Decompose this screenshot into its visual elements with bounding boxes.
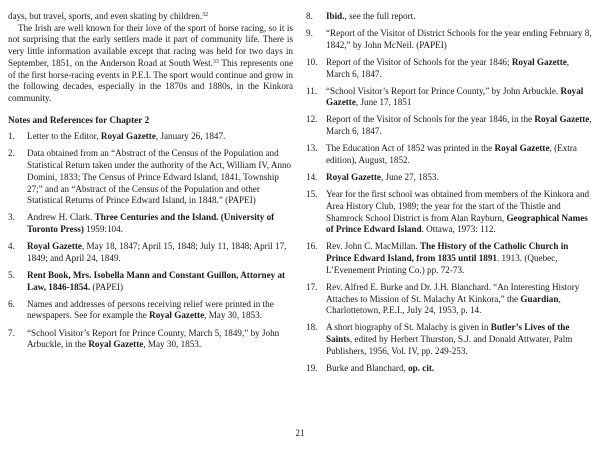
note-title-bold: Rent Book, Mrs. Isobella Mann and Constant Guillon, Attorney at Law, 1846-1854.	[27, 269, 286, 292]
note-title-bold: The History of the Catholic Church in Prince Edward Island, from 1835 until 1891	[326, 241, 569, 264]
note-text-run: Rev. John C. MacMillan.	[326, 241, 420, 252]
note-number: 17.	[306, 281, 318, 292]
note-text	[326, 57, 569, 79]
note-text-run: , June 27, 1853.	[380, 172, 439, 183]
note-text	[27, 212, 274, 234]
notes-heading: Notes and References for Chapter 2	[8, 115, 150, 126]
note-text-run: . 1913. (Quebec, L’Evenement Printing Co.) pp. 72-73.	[326, 253, 558, 275]
note-item	[306, 282, 593, 317]
note-number: 4.	[8, 241, 15, 252]
note-text	[326, 241, 568, 274]
note-title-bold: Royal Gazette	[511, 56, 567, 67]
note-text-run: , March 6, 1847.	[326, 56, 570, 79]
note-number: 5.	[8, 269, 15, 280]
note-item	[8, 212, 293, 235]
note-text	[27, 270, 285, 292]
note-text-run: The Education Act of 1852 was printed in the	[326, 143, 495, 154]
note-item	[306, 172, 593, 184]
footnote-marker-33: 33	[212, 58, 219, 65]
note-title-bold: Royal Gazette	[27, 241, 82, 252]
note-text	[326, 11, 415, 21]
note-text	[326, 28, 592, 50]
note-item	[306, 57, 593, 80]
note-text-run: Data obtained from an “Abstract of the Census of the Population and Statistical Return taken under the authority of the Act, William IV, Anno Domini, 1833; The Census of Prince Edward Island, 1841, Township 27;” and an “Abstract of the Census of the Population and other Statistical Returns of Prince Edward Island, in 1848.” (PAPEI)	[27, 148, 292, 206]
note-item	[306, 143, 593, 166]
note-text-run: Report of the Visitor of Schools for the year 1846, in the	[326, 114, 535, 125]
note-title-bold: op. cit.	[408, 362, 435, 373]
note-item	[306, 86, 593, 109]
note-item	[306, 363, 593, 375]
note-text-run: “School Visitor’s Report for Prince County, March 5, 1849,” by John Arbuckle, in the	[27, 327, 280, 350]
note-number: 18.	[306, 322, 318, 333]
note-item	[306, 114, 593, 137]
note-title-bold: Geographical Names of Prince Edward Island	[326, 212, 588, 235]
note-number: 9.	[306, 28, 313, 39]
note-number: 3.	[8, 212, 15, 223]
note-title-bold: Royal Gazette	[88, 339, 144, 350]
note-text-run: , Charlottetown, P.E.I., July 24, 1953, p. 14.	[326, 293, 561, 316]
note-text-run: . Ottawa, 1973: 112.	[421, 224, 496, 235]
notes-list-left	[8, 131, 293, 351]
note-number: 12.	[306, 114, 318, 125]
note-title-bold: Guardian	[520, 293, 559, 304]
note-text	[27, 299, 274, 321]
note-title-bold: Royal Gazette	[149, 310, 205, 321]
note-text-run: , January 26, 1847.	[155, 131, 226, 142]
note-number: 13.	[306, 143, 318, 154]
note-number: 6.	[8, 298, 15, 309]
note-text	[326, 363, 434, 373]
notes-list-right	[306, 11, 593, 375]
note-number: 19.	[306, 362, 318, 373]
note-text	[27, 131, 225, 141]
intro-p1-text: days, but travel, sports, and even skating by children.	[8, 11, 203, 21]
note-item	[8, 328, 293, 351]
note-text-run: , May 30, 1853.	[204, 310, 262, 321]
note-title-bold: Royal Gazette	[534, 114, 590, 125]
note-text-run: 1959:104.	[83, 224, 123, 235]
note-number: 2.	[8, 148, 15, 159]
note-text-run: , June 17, 1851	[355, 97, 412, 108]
note-item	[8, 131, 293, 143]
note-number: 8.	[306, 11, 313, 21]
note-number: 1.	[8, 131, 15, 142]
note-item	[8, 148, 293, 207]
note-text-run: “School Visitor’s Report for Prince County,” by John Arbuckle.	[326, 85, 561, 96]
note-title-bold: Royal Gazette	[326, 172, 381, 183]
note-item	[306, 11, 593, 23]
note-text-run: , see the full report.	[344, 11, 416, 21]
note-text-run: Report of the Visitor of Schools for the year 1846;	[326, 56, 512, 67]
note-text	[326, 143, 577, 165]
left-column	[8, 11, 293, 356]
note-text	[27, 328, 279, 350]
note-text	[326, 172, 439, 182]
note-title-bold: Royal Gazette	[494, 143, 550, 154]
footnote-marker-32: 32	[202, 12, 209, 18]
note-text	[326, 189, 589, 234]
note-number: 10.	[306, 56, 318, 67]
note-text-run: Rev. Alfred E. Burke and Dr. J.H. Blanchard. “An Interesting History Attaches to Mission of St. Malachy At Kinkora,” the	[326, 281, 580, 304]
note-text	[326, 114, 592, 136]
note-title-bold: Royal Gazette	[326, 85, 584, 108]
note-title-bold: Royal Gazette	[100, 131, 156, 142]
note-title-bold: Butler’s Lives of the Saints	[326, 322, 570, 345]
note-title-bold: Ibid.	[326, 11, 345, 21]
note-item	[306, 241, 593, 276]
note-text	[326, 322, 572, 355]
note-text-run: , edited by Herbert Thurston, S.J. and Donald Attwater, Palm Publishers, 1956, Vol. IV, pp. 249-253.	[326, 334, 573, 356]
note-text	[27, 148, 291, 205]
note-item	[8, 299, 293, 322]
note-number: 14.	[306, 172, 318, 183]
note-text-run: Names and addresses of persons receiving relief were printed in the newspapers. See for example the	[27, 298, 274, 321]
intro-paragraph-1	[8, 11, 293, 23]
note-item	[306, 28, 593, 51]
note-number: 7.	[8, 327, 15, 338]
intro-paragraph-2	[8, 23, 293, 105]
note-text-run: Andrew H. Clark.	[27, 212, 95, 223]
note-text-run: “Report of the Visitor of District Schools for the year ending February 8, 1842,” by John McNeil. (PAPEI)	[326, 28, 592, 50]
note-item	[306, 189, 593, 236]
note-text-run: Burke and Blanchard,	[326, 362, 409, 373]
note-text	[27, 241, 286, 263]
note-title-bold: Three Centuries and the Island. (University of Toronto Press)	[27, 212, 275, 235]
note-text-run: Letter to the Editor,	[27, 131, 101, 142]
note-item	[306, 322, 593, 357]
intro-p2-text: The Irish are well known for their love of the sport of horse racing, so it is not surprising that the early settlers made it part of community life. There is very little information available except that racing was held for two days in September, 1851, on the Anderson Road at South West.	[8, 22, 293, 68]
note-item	[8, 270, 293, 293]
note-number: 16.	[306, 241, 318, 252]
page-number: 21	[295, 428, 305, 438]
right-column	[306, 11, 593, 380]
note-text-run: , May 30, 1853.	[143, 339, 202, 350]
intro-p2-tail: This represents one of the first horse-racing events in P.E.I. The sport would continue and grow in the following decades, especially in the 1870s and 1880s, in the Kinkora community.	[8, 57, 293, 103]
note-text-run: , (Extra edition), August, 1852.	[326, 143, 577, 165]
note-text	[326, 282, 579, 315]
note-text-run: (PAPEI)	[90, 281, 123, 292]
note-item	[8, 241, 293, 264]
note-number: 11.	[306, 85, 318, 96]
note-text-run: A short biography of St. Malachy is given in	[326, 322, 491, 333]
note-text-run: Year for the first school was obtained from members of the Kinkora and Area History Club, 1989; the year for the start of the Thistle and Shamrock School District is from Alan Rayburn,	[326, 189, 590, 223]
note-number: 15.	[306, 189, 318, 200]
note-text	[326, 86, 583, 108]
note-text-run: , May 18, 1847; April 15, 1848; July 11, 1848; April 17, 1849; and April 24, 1849.	[27, 241, 287, 263]
note-text-run: , March 6, 1847.	[326, 114, 592, 137]
